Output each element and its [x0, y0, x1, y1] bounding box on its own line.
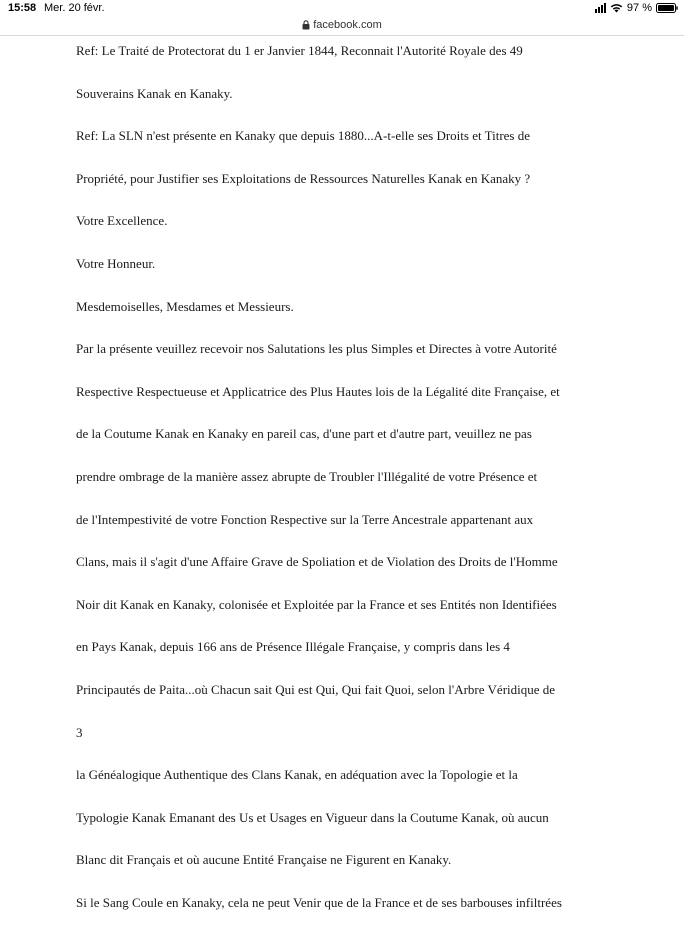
- text-line: Typologie Kanak Emanant des Us et Usages en Vigueur dans la Coutume Kanak, où aucun: [76, 809, 549, 825]
- text-line: Par la présente veuillez recevoir nos Salutations les plus Simples et Directes à votre Autorité: [76, 341, 557, 357]
- status-indicators: [595, 2, 678, 14]
- text-line: Ref: La SLN n'est présente en Kanaky que depuis 1880...A-t-elle ses Droits et Titres de: [76, 128, 530, 144]
- status-date: Mer. 20 févr.: [44, 2, 105, 14]
- text-line: Souverains Kanak en Kanaky.: [76, 85, 233, 101]
- text-line: de la Coutume Kanak en Kanaky en pareil cas, d'une part et d'autre part, veuillez ne pas: [76, 426, 532, 442]
- address-bar[interactable]: [0, 16, 684, 34]
- text-line: Noir dit Kanak en Kanaky, colonisée et Exploitée par la France et ses Entités non Identifiées: [76, 596, 557, 612]
- text-line: Clans, mais il s'agit d'une Affaire Grave de Spoliation et de Violation des Droits de l'Homme: [76, 554, 558, 570]
- text-line: Votre Excellence.: [76, 213, 168, 229]
- lock-icon: [302, 20, 310, 30]
- status-time: 15:58: [8, 2, 37, 14]
- text-line: Mesdemoiselles, Mesdames et Messieurs.: [76, 298, 294, 314]
- page-number: 3: [76, 724, 83, 740]
- document-body: [76, 36, 636, 930]
- text-line: la Généalogique Authentique des Clans Kanak, en adéquation avec la Topologie et la: [76, 767, 518, 783]
- text-line: de l'Intempestivité de votre Fonction Respective sur la Terre Ancestrale appartenant aux: [76, 511, 534, 527]
- battery-percent: 97 %: [626, 2, 652, 14]
- wifi-icon: [610, 3, 623, 13]
- text-line: Si le Sang Coule en Kanaky, cela ne peut Venir que de la France et de ses barbouses infiltrées: [76, 894, 562, 910]
- text-line: Votre Honneur.: [76, 255, 156, 271]
- text-line: Propriété, pour Justifier ses Exploitations de Ressources Naturelles Kanak en Kanaky ?: [76, 170, 531, 186]
- text-line: Respective Respectueuse et Applicatrice des Plus Hautes lois de la Légalité dite Française, et: [76, 383, 560, 399]
- text-line: Ref: Le Traité de Protectorat du 1 er Janvier 1844, Reconnait l'Autorité Royale des 49: [76, 43, 523, 58]
- cellular-signal-icon: [595, 3, 606, 13]
- text-line: Principautés de Paita...où Chacun sait Qui est Qui, Qui fait Quoi, selon l'Arbre Véridique de: [76, 681, 556, 697]
- battery-icon: [656, 3, 678, 13]
- text-line: prendre ombrage de la manière assez abrupte de Troubler l'Illégalité de votre Présence et: [76, 468, 538, 484]
- text-line: en Pays Kanak, depuis 166 ans de Présence Illégale Française, y compris dans les 4: [76, 639, 510, 655]
- text-line: Blanc dit Français et où aucune Entité Française ne Figurent en Kanaky.: [76, 852, 452, 868]
- url-text[interactable]: facebook.com: [313, 19, 382, 31]
